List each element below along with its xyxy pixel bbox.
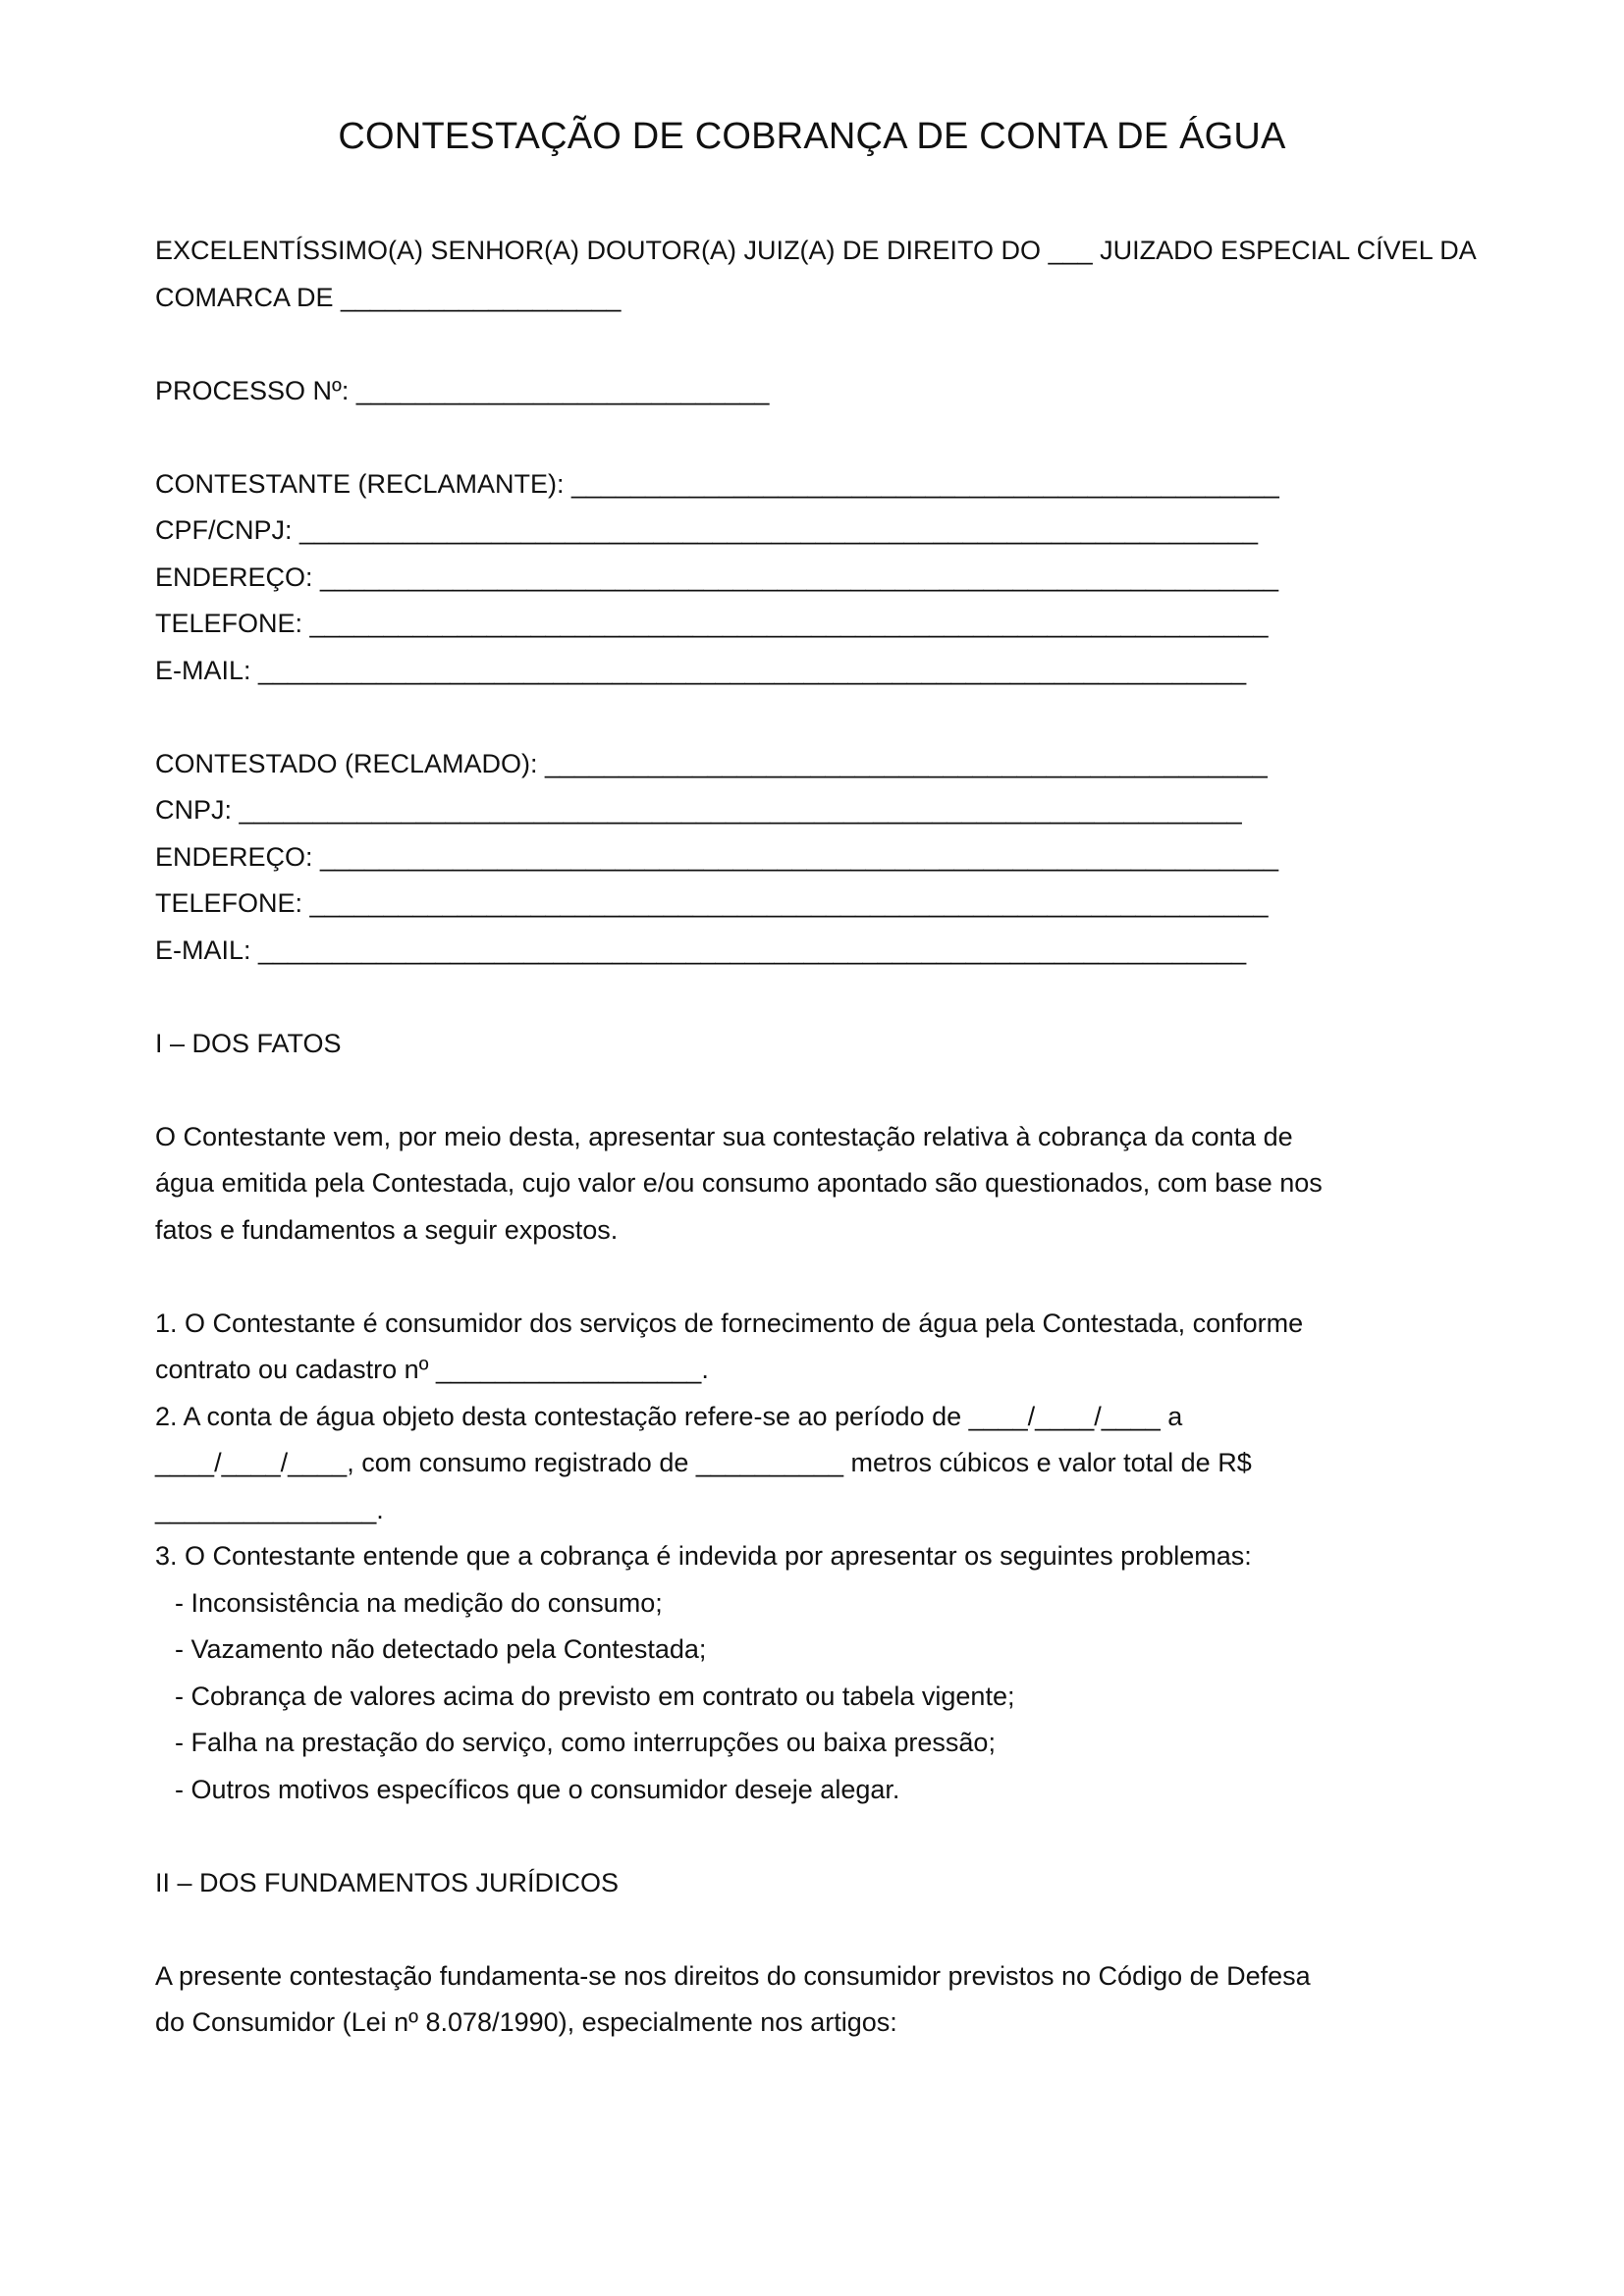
address-line-1: EXCELENTÍSSIMO(A) SENHOR(A) DOUTOR(A) JUIZ(A) DE DIREITO DO ___ JUIZADO ESPECIAL CÍVEL DA xyxy=(155,236,1477,265)
claimant-phone: TELEFONE: _________________________________________________________________ xyxy=(155,609,1269,638)
claimant-name: CONTESTANTE (RECLAMANTE): ________________________________________________ xyxy=(155,468,1279,499)
section2-heading: II – DOS FUNDAMENTOS JURÍDICOS xyxy=(155,1867,620,1897)
respondent-cnpj: CNPJ: ____________________________________________________________________ xyxy=(155,795,1242,825)
section1-intro-line: água emitida pela Contestada, cujo valor e/ou consumo apontado são questionados, com base nos xyxy=(155,1168,1323,1198)
claimant-cpf-cnpj: CPF/CNPJ: _________________________________________________________________ xyxy=(155,515,1259,545)
claimant-email: E-MAIL: ___________________________________________________________________ xyxy=(155,655,1247,685)
item1-line: 1. O Contestante é consumidor dos serviços de fornecimento de água pela Contestada, conforme xyxy=(155,1308,1304,1338)
item1-line: contrato ou cadastro nº __________________. xyxy=(155,1355,709,1384)
problem-list-item: - Vazamento não detectado pela Contestada; xyxy=(175,1634,707,1664)
section1-intro-line: O Contestante vem, por meio desta, apresentar sua contestação relativa à cobrança da conta de xyxy=(155,1121,1293,1151)
section1-intro-line: fatos e fundamentos a seguir expostos. xyxy=(155,1214,619,1245)
respondent-name: CONTESTADO (RECLAMADO): _________________________________________________ xyxy=(155,748,1268,778)
claimant-address: ENDEREÇO: _________________________________________________________________ xyxy=(155,561,1279,592)
section2-paragraph-line: do Consumidor (Lei nº 8.078/1990), especialmente nos artigos: xyxy=(155,2007,897,2037)
item2-line: _______________. xyxy=(155,1494,384,1524)
problem-list-item: - Falha na prestação do serviço, como interrupções ou baixa pressão; xyxy=(175,1728,996,1757)
item2-line: 2. A conta de água objeto desta contestação refere-se ao período de ____/____/____ a xyxy=(155,1401,1183,1431)
respondent-phone: TELEFONE: _________________________________________________________________ xyxy=(155,888,1269,918)
respondent-email: E-MAIL: ___________________________________________________________________ xyxy=(155,934,1247,965)
process-number: PROCESSO Nº: ____________________________ xyxy=(155,375,770,405)
section1-heading: I – DOS FATOS xyxy=(155,1028,342,1058)
address-line-2: COMARCA DE ___________________ xyxy=(155,282,622,312)
problem-list-item: - Cobrança de valores acima do previsto em contrato ou tabela vigente; xyxy=(175,1681,1015,1711)
section2-paragraph-line: A presente contestação fundamenta-se nos direitos do consumidor previstos no Código de Defesa xyxy=(155,1960,1311,1991)
item2-line: ____/____/____, com consumo registrado de __________ metros cúbicos e valor total de R$ xyxy=(155,1448,1252,1477)
document-body xyxy=(155,228,1569,2047)
problem-list-item: - Outros motivos específicos que o consumidor deseje alegar. xyxy=(175,1774,900,1804)
problem-list-item: - Inconsistência na medição do consumo; xyxy=(175,1587,663,1618)
respondent-address: ENDEREÇO: _________________________________________________________________ xyxy=(155,841,1279,872)
document-title: CONTESTAÇÃO DE COBRANÇA DE CONTA DE ÁGUA xyxy=(338,116,1286,157)
item3-line: 3. O Contestante entende que a cobrança é indevida por apresentar os seguintes problemas: xyxy=(155,1541,1252,1571)
